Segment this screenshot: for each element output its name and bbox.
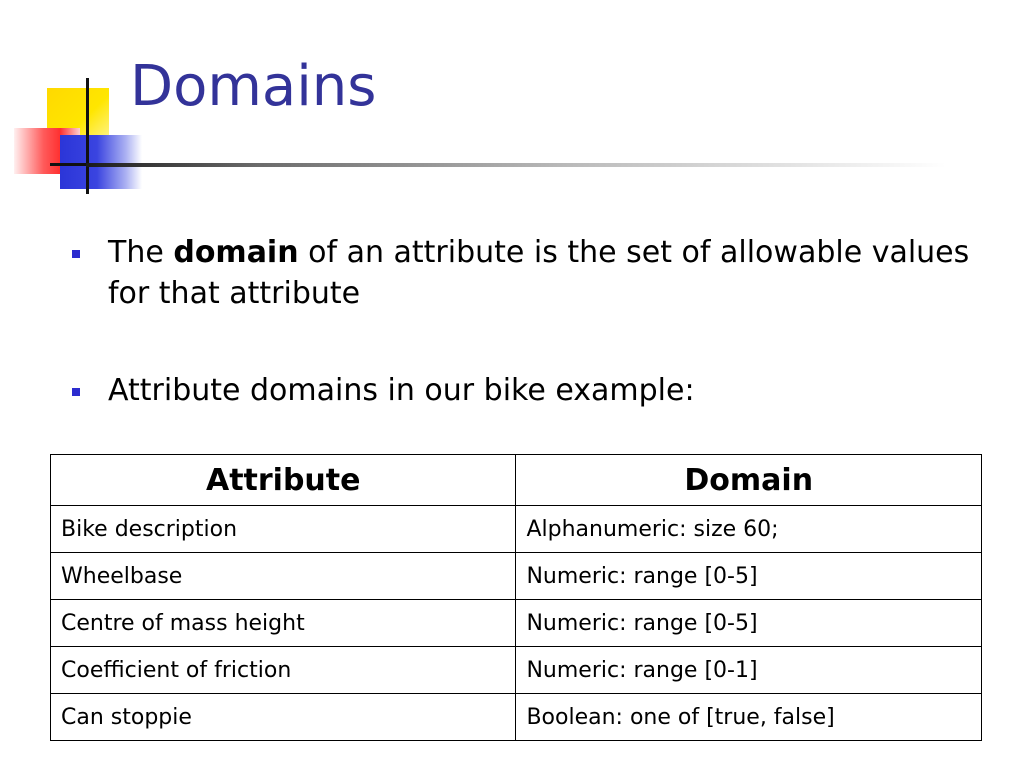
bullet-text-prefix: The: [108, 235, 174, 270]
bullet-text-suffix: of an attribute is the set of allowable values for that attribute: [108, 235, 970, 311]
table-row: [51, 647, 982, 694]
bullet-item-bike-example: [70, 370, 1000, 411]
bullet-list: [70, 232, 1000, 411]
logo-blue-square: [60, 135, 142, 189]
bullet-text-bold-term: domain: [173, 235, 299, 270]
attribute-cell: Bike description: [51, 506, 516, 553]
table-row: [51, 553, 982, 600]
attribute-domain-table: [50, 454, 982, 741]
domain-cell: Boolean: one of [true, false]: [516, 694, 982, 741]
table-header-row: [51, 455, 982, 506]
slide-title: Domains: [130, 54, 377, 119]
title-underline-rule: [86, 163, 946, 167]
domain-cell: Numeric: range [0-5]: [516, 553, 982, 600]
attribute-cell: Centre of mass height: [51, 600, 516, 647]
logo-vertical-line: [86, 78, 89, 194]
domain-cell: Numeric: range [0-5]: [516, 600, 982, 647]
attribute-cell: Coefficient of friction: [51, 647, 516, 694]
attribute-cell: Can stoppie: [51, 694, 516, 741]
domain-cell: Numeric: range [0-1]: [516, 647, 982, 694]
table-row: [51, 600, 982, 647]
table-row: [51, 506, 982, 553]
column-header-domain: Domain: [516, 455, 982, 506]
table-row: [51, 694, 982, 741]
attribute-cell: Wheelbase: [51, 553, 516, 600]
domain-cell: Alphanumeric: size 60;: [516, 506, 982, 553]
column-header-attribute: Attribute: [51, 455, 516, 506]
square-bullet-icon: [72, 388, 80, 396]
bullet-text: Attribute domains in our bike example:: [108, 373, 695, 408]
bullet-item-domain-definition: [70, 232, 1000, 314]
square-bullet-icon: [72, 250, 80, 258]
